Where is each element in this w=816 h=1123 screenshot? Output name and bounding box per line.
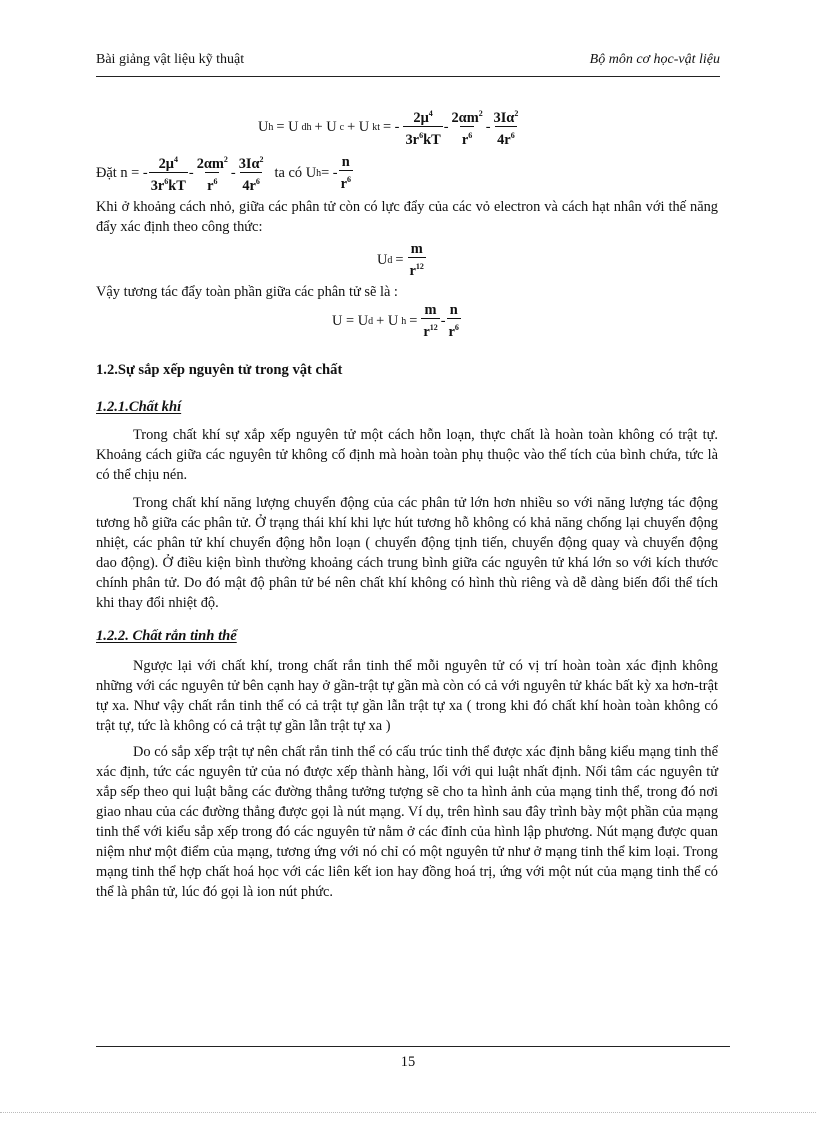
eq2-lead: Đặt n = - (96, 164, 148, 181)
eq1-fraction-1: $\frac{2\mu^4}{3r^6kT}$ (405, 109, 441, 148)
eq1-t2-sub: c (339, 121, 345, 133)
paragraph-gas-2: Trong chất khí năng lượng chuyển động của các phân tử lớn hơn nhiều so với năng lượng tác động tương hỗ giữa các phân tử. Ở trạng thái khí khi lực hút tương hỗ không có khả năng chống lại chuyển động nhiệt, các phân tử khí chuyển động hỗn loạn ( chuyển động tịnh tiến, chuyển động quay và chuyển động dao động). Ở điều kiện bình thường khoảng cách trung bình giữa các nguyên tử khá lớn so với kích thước chính phân tử. Do đó mật độ phân tử bé nên chất khí không có hình thù riêng và dễ dàng biến đổi thể tích khi thay đổi nhiệt độ. (96, 495, 718, 611)
equation-uh-expansion (258, 106, 521, 149)
paragraph-repulsion-intro: Khi ở khoảng cách nhỏ, giữa các phân tử còn có lực đẩy của các vỏ electron và cách hạt nhân với thế năng đẩy xác định theo công thức: (96, 199, 718, 235)
equation-n-definition: Đặt n = - $\frac{2\mu^4}{3r^6kT}$ - $\frac{2\alpha m^2}{r^6}$ - $\frac{3I\alpha^2}{4r^6}$ ta có U h = - $\frac{n}{r^6}$ (96, 153, 351, 194)
paragraph-crystal-2: Do có sắp xếp trật tự nên chất rắn tinh thể có cấu trúc tinh thể được xác định bằng kiểu mạng tinh thể xác định, tức các nguyên tử của nó được xếp thành hàng, lối với qui luật nhất định. Nối tâm các nguyên tử xắp sếp theo qui luật bằng các đường thẳng tưởng tượng sẽ cho ta hình ảnh của mạng tinh thể, trong đó nơi giao nhau của các đường thẳng được gọi là nút mạng. Ví dụ, trên hình sau đây trình bày một phần của mạng tinh thể với kiểu sắp xếp trong đó các nguyên tử nằm ở các đỉnh của hình lập phương. Nút mạng được quan niệm như một điểm của mạng, tương ứng với nó chỉ có một nguyên tử như ở mạng tinh thể kim loại. Trong mạng tinh thể hợp chất hoá học với các liên kết ion hay đồng hoá trị, ứng với một nút của mạng tinh thể có thể là phân tử, lúc đó gọi là ion nút phức. (96, 744, 719, 900)
eq1-plus1: + U (314, 118, 337, 135)
header-rule (96, 76, 720, 77)
eq1-fraction-2: $\frac{2\alpha m^2}{r^6}$ (451, 109, 483, 148)
eq1-t1-sub: dh (301, 121, 312, 133)
section-heading: 1.2.Sự sắp xếp nguyên tử trong vật chất (96, 362, 343, 378)
eq2-mid: ta có U (274, 164, 317, 181)
eq1-plus2: + U (347, 118, 370, 135)
eq1-minus-2: - (485, 118, 491, 135)
header-department: Bộ môn cơ học-vật liệu (589, 52, 720, 67)
page-header (96, 52, 720, 68)
paragraph-gas-1: Trong chất khí sự xắp xếp nguyên tử một cách hỗn loạn, thực chất là hoàn toàn không có trật tự. Khoảng cách giữa các nguyên tử không cố định mà hoàn toàn phụ thuộc vào thể tích của bình chứa, tức là có thể chịu nén. (96, 427, 718, 483)
eq1-lhs: U (258, 118, 269, 135)
subsection-heading-gas: 1.2.1.Chất khí (96, 399, 182, 415)
paragraph-total-repulsion: Vậy tương tác đẩy toàn phần giữa các phân tử sẽ là : (96, 284, 398, 300)
eq2-mid-eq: = - (321, 164, 338, 181)
eq1-fraction-3: $\frac{3I\alpha^2}{4r^6}$ (493, 109, 519, 148)
eq4-fraction-2: $\frac{n}{r^6}$ (448, 302, 459, 340)
eq2-mid-sub: h (316, 167, 322, 179)
eq1-lhs-sub: h (268, 121, 274, 133)
eq1-minus-1: - (443, 118, 449, 135)
eq2-fraction-1: $\frac{2\mu^4}{3r^6kT}$ (150, 155, 186, 194)
eq2-fraction-2: $\frac{2\alpha m^2}{r^6}$ (196, 155, 228, 194)
eq3-fraction: $\frac{m}{r^{12}}$ (409, 241, 424, 279)
equation-ud: U d = $\frac{m}{r^{12}}$ (377, 241, 424, 279)
eq2-fraction-n: $\frac{n}{r^6}$ (340, 153, 351, 192)
eq1-eq: = U (276, 118, 299, 135)
paragraph-crystal-1: Ngược lại với chất khí, trong chất rắn tinh thể mỗi nguyên tử có vị trí hoàn toàn xác định không những với các nguyên tử bên cạnh hay ở gần-trật tự gần mà còn có cả với nguyên tử khác bất kỳ xa hơn-trật tự xa. Như vậy chất rắn tinh thể có cả trật tự gần lẫn trật tự xa ( trong khi đó chất khí hoàn toàn không có trật tự, tức là không có cả trật tự gần lẫn trật tự xa ) (96, 658, 718, 734)
eq4-fraction-1: $\frac{m}{r^{12}}$ (423, 302, 438, 340)
page-edge-dotted (0, 1112, 816, 1113)
subsection-heading-crystal: 1.2.2. Chất rắn tinh thể (96, 628, 237, 644)
footer-rule (96, 1046, 730, 1047)
eq1-eq2: = - (382, 118, 400, 135)
eq2-fraction-3: $\frac{3I\alpha^2}{4r^6}$ (238, 155, 264, 194)
equation-u-total: U = U d + U h = $\frac{m}{r^{12}}$ - $\frac{n}{r^6}$ (332, 302, 459, 340)
header-course-title: Bài giảng vật liệu kỹ thuật (96, 52, 245, 67)
page-number: 15 (400, 1054, 416, 1070)
eq1-t3-sub: kt (372, 121, 380, 133)
